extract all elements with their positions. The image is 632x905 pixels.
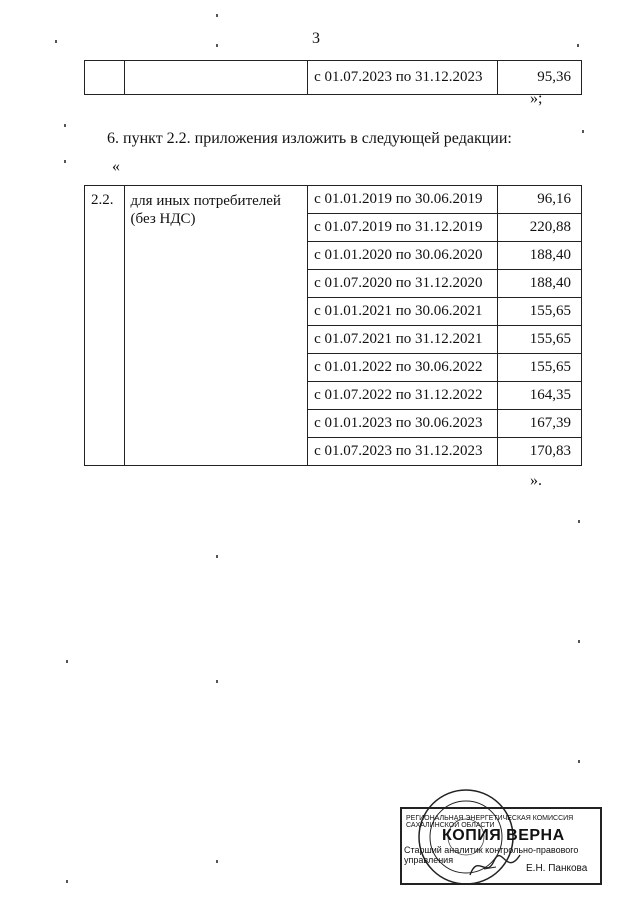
row-period: с 01.01.2023 по 30.06.2023 (308, 410, 498, 438)
row-period: с 01.07.2022 по 31.12.2022 (308, 382, 498, 410)
row-value: 155,65 (497, 354, 581, 382)
scan-speck (578, 520, 580, 523)
row-value: 164,35 (497, 382, 581, 410)
certification-stamp (396, 787, 602, 887)
row-value: 167,39 (497, 410, 581, 438)
tariff-table (84, 185, 582, 466)
row-period: с 01.07.2023 по 31.12.2023 (308, 438, 498, 466)
row-value: 220,88 (497, 214, 581, 242)
row-period: с 01.01.2020 по 30.06.2020 (308, 242, 498, 270)
amendment-paragraph: 6. пункт 2.2. приложения изложить в следующей редакции: (107, 130, 512, 147)
scan-speck (216, 555, 218, 558)
scan-speck (578, 760, 580, 763)
scan-speck (216, 44, 218, 47)
table-row (85, 186, 582, 214)
scan-speck (577, 44, 579, 47)
row-value: 95,36 (497, 61, 581, 95)
scan-speck (582, 130, 584, 133)
row-value: 155,65 (497, 326, 581, 354)
row-period: с 01.07.2023 по 31.12.2023 (308, 61, 498, 95)
signature (466, 847, 526, 883)
scan-speck (216, 680, 218, 683)
scan-speck (66, 880, 68, 883)
scan-speck (578, 640, 580, 643)
closing-quote-end: ». (530, 472, 542, 489)
row-value: 96,16 (497, 186, 581, 214)
row-number (85, 61, 125, 95)
page-number: 3 (312, 30, 320, 47)
scan-speck (66, 660, 68, 663)
row-period: с 01.07.2019 по 31.12.2019 (308, 214, 498, 242)
stamp-header: РЕГИОНАЛЬНАЯ ЭНЕРГЕТИЧЕСКАЯ КОМИССИЯ САХАЛИНСКОЙ ОБЛАСТИ (406, 815, 574, 829)
signer-name: Е.Н. Панкова (526, 863, 588, 874)
scan-speck (64, 160, 66, 163)
row-period: с 01.01.2019 по 30.06.2019 (308, 186, 498, 214)
scan-speck (216, 14, 218, 17)
row-period: с 01.01.2021 по 30.06.2021 (308, 298, 498, 326)
row-period: с 01.07.2020 по 31.12.2020 (308, 270, 498, 298)
row-description (124, 61, 308, 95)
table-row (85, 61, 582, 95)
row-value: 188,40 (497, 270, 581, 298)
scan-speck (64, 124, 66, 127)
row-value: 188,40 (497, 242, 581, 270)
row-value: 155,65 (497, 298, 581, 326)
row-value: 170,83 (497, 438, 581, 466)
closing-quote: »; (530, 90, 543, 107)
row-period: с 01.01.2022 по 30.06.2022 (308, 354, 498, 382)
opening-quote: « (112, 158, 120, 175)
signer-role: Старший аналитик контрольно-правового управления (404, 845, 579, 865)
item-description: для иных потребителей (без НДС) (124, 186, 308, 466)
copy-certified-label: КОПИЯ ВЕРНА (442, 827, 565, 844)
scan-speck (216, 860, 218, 863)
scan-speck (55, 40, 57, 43)
row-period: с 01.07.2021 по 31.12.2021 (308, 326, 498, 354)
item-number: 2.2. (85, 186, 125, 466)
top-table (84, 60, 582, 95)
